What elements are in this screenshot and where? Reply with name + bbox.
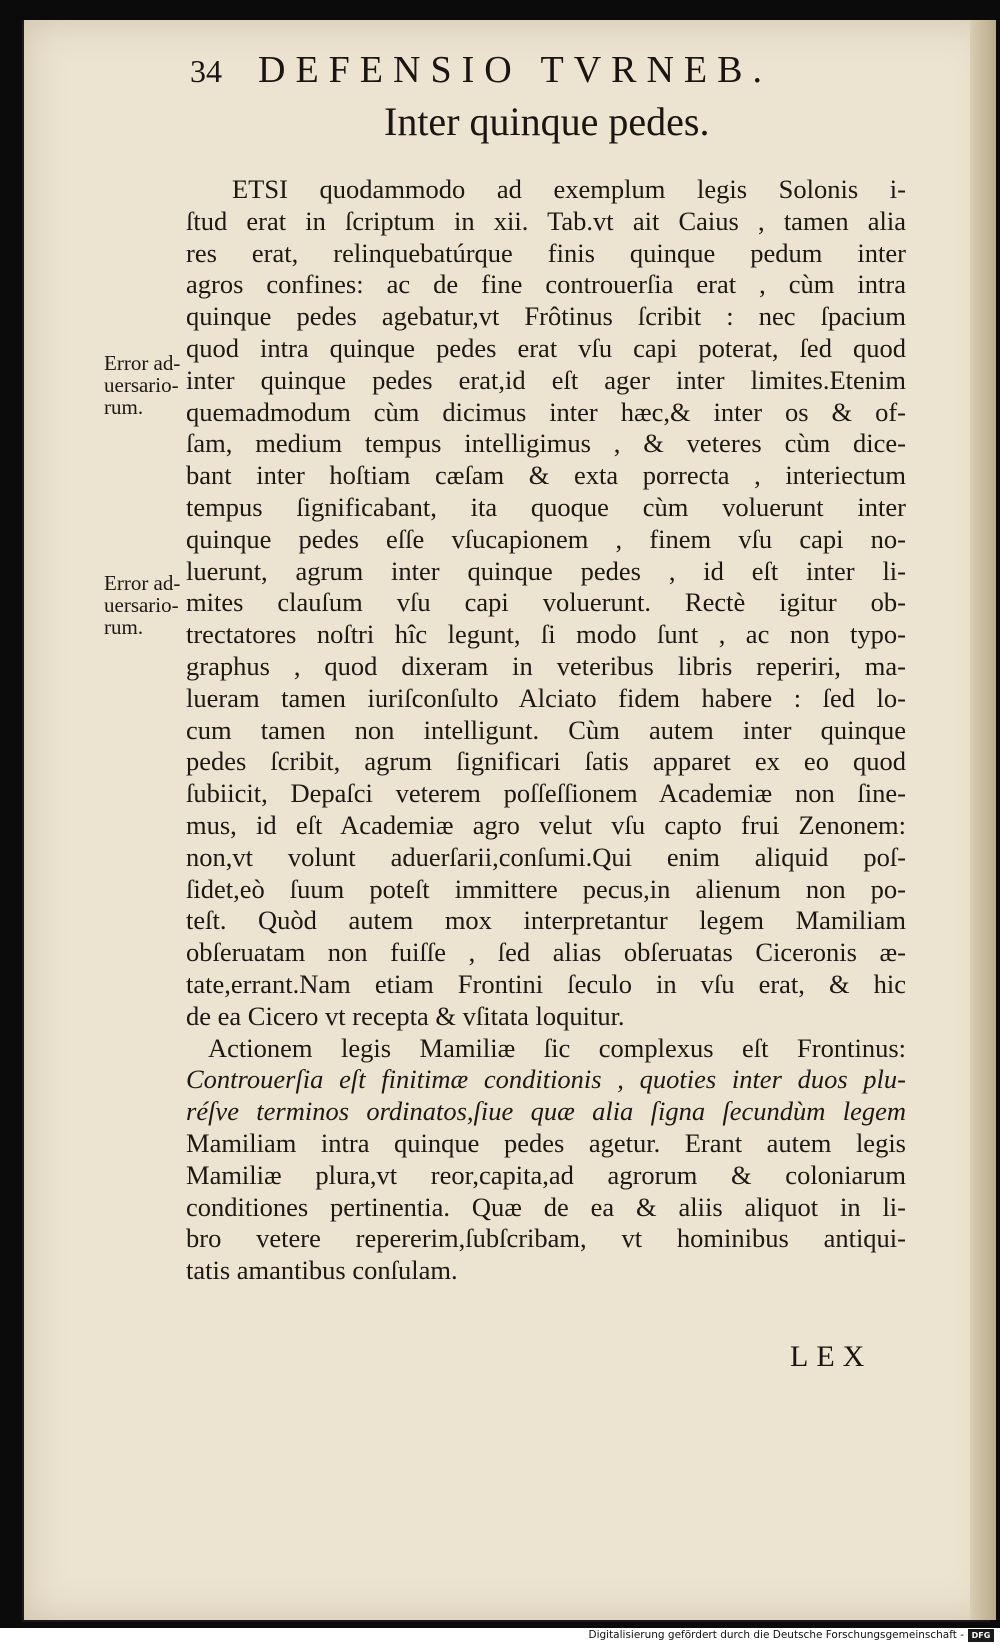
text-line: tempus ſignificabant, ita quoque cùm voluerunt inter [186, 491, 906, 522]
text-line: ſam, medium tempus intelligimus , & veteres cùm dice- [186, 428, 906, 459]
section-title: Inter quinque pedes. [384, 99, 710, 144]
text-line: Mamiliam intra quinque pedes agetur. Erant autem legis [186, 1127, 906, 1158]
text-line: ſidet,eò ſuum poteſt immittere pecus,in alienum non po- [186, 873, 906, 904]
catchword: LEX [790, 1340, 873, 1373]
margin-note: Error ad- uersario- rum. [104, 571, 181, 639]
text-line: de ea Cicero vt recepta & vſitata loquitur. [186, 1000, 625, 1031]
dfg-logo-icon: DFG [968, 1629, 994, 1642]
text-line: Controuerſia eſt finitimæ conditionis , quoties inter duos plu- [186, 1064, 906, 1095]
text-line: ETSI quodammodo ad exemplum legis Solonis i- [232, 174, 906, 204]
text-line: tate,errant.Nam etiam Frontini ſeculo in vſu erat, & hic [186, 968, 906, 999]
text-line: cum tamen non intelligunt. Cùm autem inter quinque [186, 714, 906, 745]
text-line: tatis amantibus conſulam. [186, 1255, 458, 1286]
page-header [190, 48, 890, 92]
text-line: Actionem legis Mamiliæ ſic complexus eſt Frontinus: [208, 1032, 906, 1063]
text-line: luerunt, agrum inter quinque pedes , id eſt inter li- [186, 555, 906, 586]
margin-note: Error ad- uersario- rum. [104, 351, 181, 419]
text-line: res erat, relinquebatúrque finis quinque pedum inter [186, 237, 906, 268]
text-line: teſt. Quòd autem mox interpretantur legem Mamiliam [186, 905, 906, 936]
running-head: DEFENSIO TVRNEB. [258, 49, 772, 91]
text-line: pedes ſcribit, agrum ſignificari ſatis apparet ex eo quod [186, 746, 906, 777]
text-line: quinque pedes agebatur,vt Frôtinus ſcribit : nec ſpacium [186, 301, 906, 332]
text-line: ſtud erat in ſcriptum in xii. Tab.vt ait Caius , tamen alia [186, 205, 906, 236]
text-line: mus, id eſt Academiæ agro velut vſu capto frui Zenonem: [186, 809, 906, 840]
text-line: trectatores noſtri hîc legunt, ſi modo ſunt , ac non typo- [186, 619, 906, 650]
text-line: obſeruatam non fuiſſe , ſed alias obſeruatas Ciceronis æ- [186, 937, 906, 968]
text-line: Mamiliæ plura,vt reor,capita,ad agrorum & coloniarum [186, 1159, 906, 1190]
footer-credit: Digitalisierung gefördert durch die Deutsche Forschungsgemeinschaft - [588, 1629, 964, 1641]
text-line: quinque pedes eſſe vſucapionem , finem vſu capi no- [186, 523, 906, 554]
text-line: quemadmodum cùm dicimus inter hæc,& inter os & of- [186, 396, 906, 427]
text-line: conditiones pertinentia. Quæ de ea & aliis aliquot in li- [186, 1191, 906, 1222]
page-number: 34 [190, 53, 222, 89]
text-line: réſve terminos ordinatos,ſiue quæ alia ſigna ſecundùm legem [186, 1096, 906, 1127]
text-line: bant inter hoſtiam cæſam & exta porrecta , interiectum [186, 460, 906, 491]
text-line: agros confines: ac de fine controuerſia erat , cùm intra [186, 269, 906, 300]
text-line: bro vetere repererim,ſubſcribam, vt hominibus antiqui- [186, 1223, 906, 1254]
text-line: quod intra quinque pedes erat vſu capi poterat, ſed quod [186, 332, 906, 363]
text-line: mites clauſum vſu capi voluerunt. Rectè igitur ob- [186, 587, 906, 618]
text-line: ſubiicit, Depaſci veterem poſſeſſionem Academiæ non ſine- [186, 778, 906, 809]
text-line: inter quinque pedes erat,id eſt ager inter limites.Etenim [186, 364, 906, 395]
text-line: graphus , quod dixeram in veteribus libris reperiri, ma- [186, 650, 906, 681]
page-gutter [970, 20, 996, 1620]
body-text [186, 174, 906, 1287]
text-line: lueram tamen iuriſconſulto Alciato fidem habere : ſed lo- [186, 682, 906, 713]
text-line: non,vt volunt aduerſarii,conſumi.Qui enim aliquid poſ- [186, 841, 906, 872]
